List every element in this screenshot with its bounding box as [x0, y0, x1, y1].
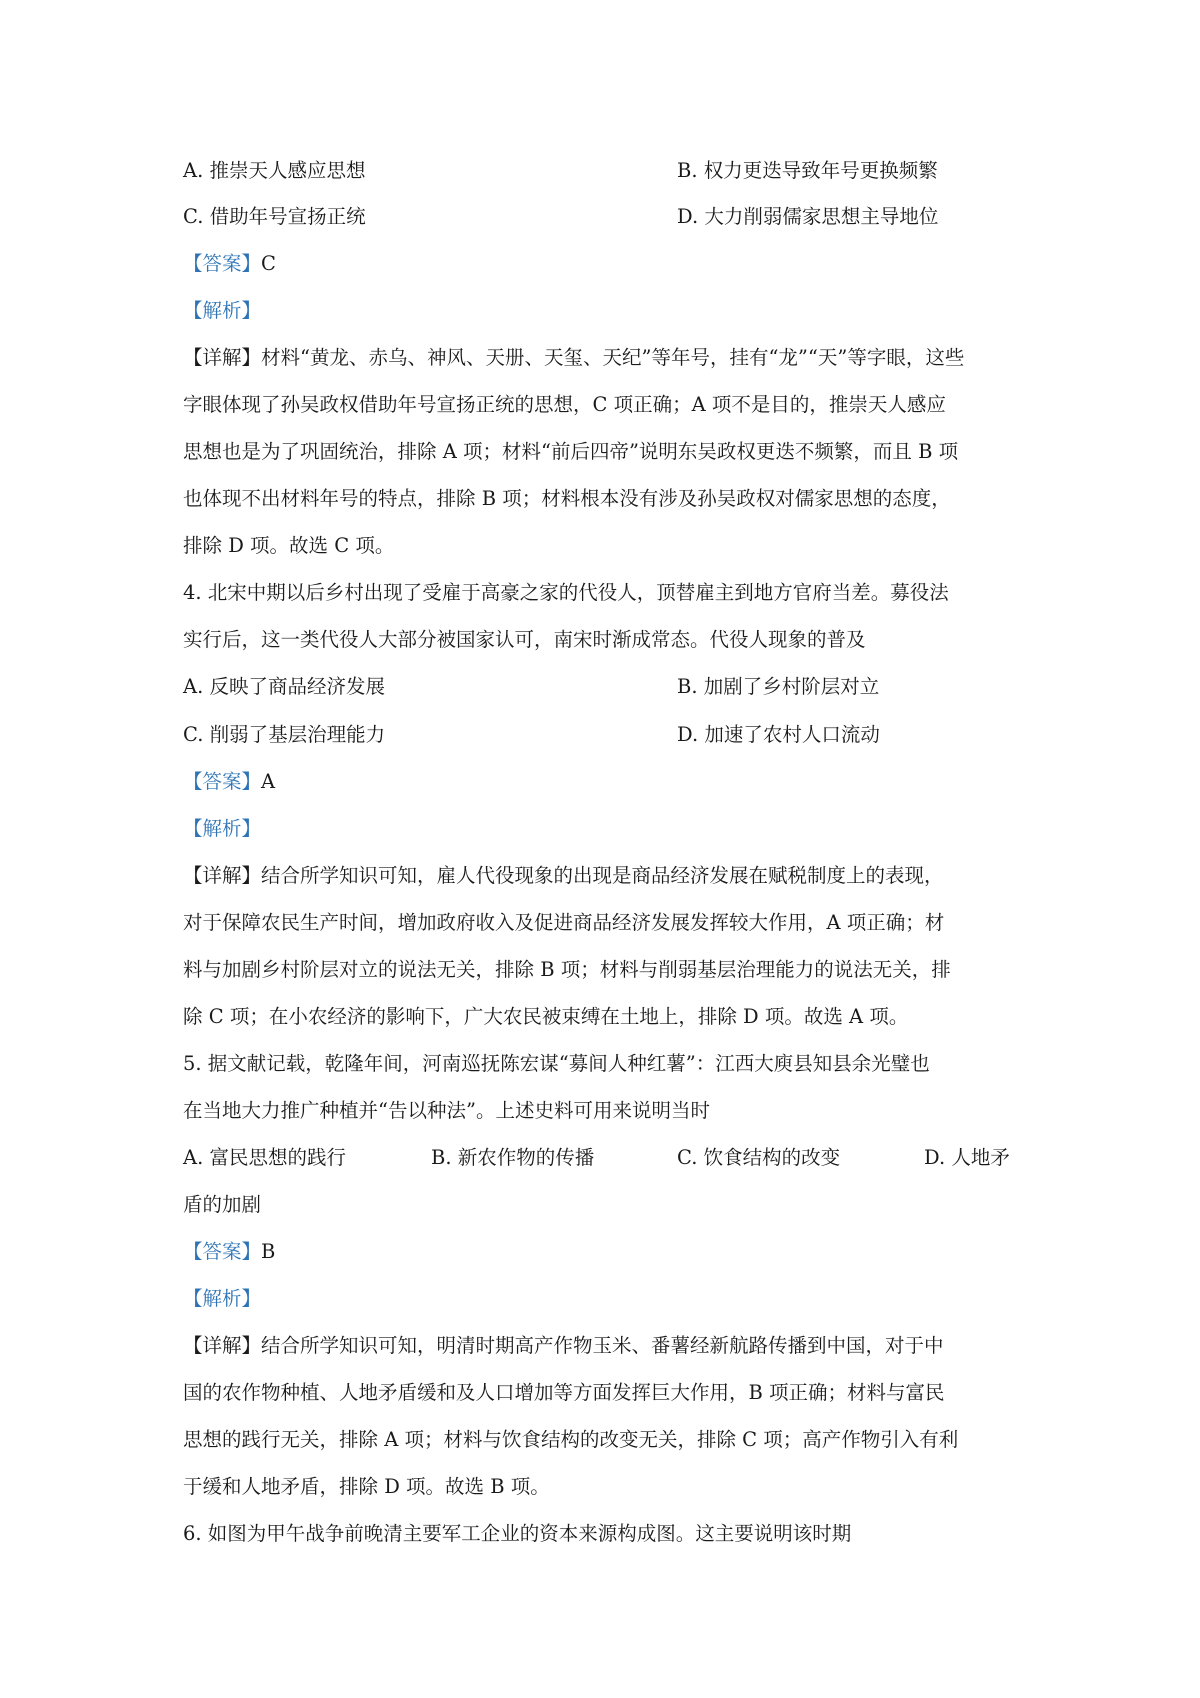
q4-stem-line-1: 4. 北宋中期以后乡村出现了受雇于高豪之家的代役人，顶替雇主到地方官府当差。募役法: [183, 581, 949, 604]
q4-detail-line-1: 【详解】结合所学知识可知，雇人代役现象的出现是商品经济发展在赋税制度上的表现，: [183, 864, 944, 887]
q5-option-c: C. 饮食结构的改变: [677, 1146, 841, 1169]
q6-stem: 6. 如图为甲午战争前晚清主要军工企业的资本来源构成图。这主要说明该时期: [183, 1522, 852, 1545]
answer-tag: 【答案】: [183, 252, 262, 275]
q5-option-d: D. 人地矛: [924, 1146, 1010, 1169]
q5-analysis-line: [183, 1284, 261, 1314]
q5-stem-line-1: 5. 据文献记载，乾隆年间，河南巡抚陈宏谋“募间人种红薯”：江西大庾县知县余光璧也: [183, 1052, 930, 1075]
q3-answer-value: C: [261, 252, 276, 275]
q5-detail-line-2: 国的农作物种植、人地矛盾缓和及人口增加等方面发挥巨大作用，B 项正确；材料与富民: [183, 1381, 945, 1404]
q3-detail-line-2: 字眼体现了孙吴政权借助年号宣扬正统的思想，C 项正确；A 项不是目的，推崇天人感应: [183, 393, 946, 416]
q5-option-d-continued: 盾的加剧: [183, 1193, 262, 1216]
q4-option-d: D. 加速了农村人口流动: [677, 723, 880, 746]
q4-detail-line-2: 对于保障农民生产时间，增加政府收入及促进商品经济发展发挥较大作用，A 项正确；材: [183, 911, 945, 934]
q5-answer-value: B: [261, 1240, 276, 1263]
q3-detail-line-1: 【详解】材料“黄龙、赤乌、神风、天册、天玺、天纪”等年号，挂有“龙”“天”等字眼，这些: [183, 346, 965, 369]
q5-stem-line-2: 在当地大力推广种植并“告以种法”。上述史料可用来说明当时: [183, 1099, 710, 1122]
q3-option-b: B. 权力更迭导致年号更换频繁: [677, 159, 938, 182]
q4-answer-line: [183, 767, 275, 797]
analysis-tag: 【解析】: [183, 1287, 262, 1310]
q4-answer-value: A: [261, 770, 276, 793]
q3-detail-line-3: 思想也是为了巩固统治，排除 A 项；材料“前后四帝”说明东吴政权更迭不频繁，而且 B 项: [183, 440, 959, 463]
analysis-tag: 【解析】: [183, 817, 262, 840]
q3-answer-line: [183, 249, 276, 279]
q4-stem-line-2: 实行后，这一类代役人大部分被国家认可，南宋时渐成常态。代役人现象的普及: [183, 628, 866, 651]
q4-option-b: B. 加剧了乡村阶层对立: [677, 675, 880, 698]
q5-option-a: A. 富民思想的践行: [183, 1146, 346, 1169]
analysis-tag: 【解析】: [183, 299, 262, 322]
q3-option-a: A. 推崇天人感应思想: [183, 159, 366, 182]
q5-detail-line-4: 于缓和人地矛盾，排除 D 项。故选 B 项。: [183, 1475, 550, 1498]
answer-tag: 【答案】: [183, 1240, 262, 1263]
answer-tag: 【答案】: [183, 770, 262, 793]
detail-tag: 【详解】: [183, 864, 262, 887]
q5-detail-line-1: 【详解】结合所学知识可知，明清时期高产作物玉米、番薯经新航路传播到中国，对于中: [183, 1334, 944, 1357]
q4-detail-line-3: 料与加剧乡村阶层对立的说法无关，排除 B 项；材料与削弱基层治理能力的说法无关，排: [183, 958, 951, 981]
q3-analysis-line: [183, 296, 261, 326]
detail-tag: 【详解】: [183, 1334, 262, 1357]
q4-detail-line-4: 除 C 项；在小农经济的影响下，广大农民被束缚在土地上，排除 D 项。故选 A 项。: [183, 1005, 909, 1028]
q5-options-row: [183, 1143, 1043, 1173]
q3-option-c: C. 借助年号宣扬正统: [183, 205, 366, 228]
q4-option-a: A. 反映了商品经济发展: [183, 675, 385, 698]
detail-tag: 【详解】: [183, 346, 262, 369]
q3-detail-line-5: 排除 D 项。故选 C 项。: [183, 534, 395, 557]
q3-detail-line-4: 也体现不出材料年号的特点，排除 B 项；材料根本没有涉及孙吴政权对儒家思想的态度，: [183, 487, 951, 510]
q4-option-c: C. 削弱了基层治理能力: [183, 723, 386, 746]
q5-detail-line-3: 思想的践行无关，排除 A 项；材料与饮食结构的改变无关，排除 C 项；高产作物引入有利: [183, 1428, 959, 1451]
q3-option-d: D. 大力削弱儒家思想主导地位: [677, 205, 939, 228]
q4-analysis-line: [183, 814, 261, 844]
q5-option-b: B. 新农作物的传播: [431, 1146, 595, 1169]
q5-answer-line: [183, 1237, 275, 1267]
